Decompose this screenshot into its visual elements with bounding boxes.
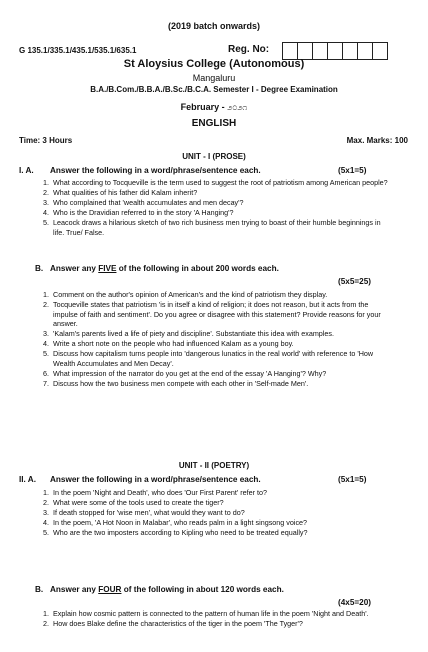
unit1-b-marks: (5x5=25) xyxy=(338,277,372,286)
batch-line: (2019 batch onwards) xyxy=(167,21,261,31)
unit2-a-question-list xyxy=(35,488,390,538)
question-item: 5. Discuss how capitalism turns people into 'dangerous lunatics in the real world' with reference to 'How Wealth Accumulates and Men Decay'. xyxy=(43,349,374,368)
unit2-b-question-list xyxy=(35,609,390,629)
unit1-a-number: I. A. xyxy=(19,166,34,175)
city-name: Mangaluru xyxy=(192,73,236,83)
unit1-b-instruction: B. Answer any FIVE of the following in about 200 words each. xyxy=(35,264,279,273)
question-item: 1. Comment on the author's opinion of American's and the kind of patriotism they display. xyxy=(43,290,328,299)
unit1-a-marks: (5x1=5) xyxy=(338,166,367,175)
unit2-a-instruction: Answer the following in a word/phrase/sentence each. xyxy=(50,475,261,484)
question-item: 4. Who is the Dravidian referred to in the story 'A Hanging'? xyxy=(43,207,234,217)
unit1-b-question-list xyxy=(35,290,390,389)
max-marks-label: Max. Marks: 100 xyxy=(346,136,408,145)
question-item: 1. What according to Tocqueville is the term used to suggest the root of patriotism among American people? xyxy=(43,178,388,187)
course-line: B.A./B.Com./B.B.A./B.Sc./B.C.A. Semester I - Degree Examination xyxy=(90,85,338,94)
reg-no-label: Reg. No: xyxy=(228,44,270,55)
question-item: 3. 'Kalam's parents lived a life of piety and discipline'. Substantiate this idea with examples. xyxy=(43,329,334,339)
unit2-a-number: II. A. xyxy=(19,475,36,484)
question-item: 4. Write a short note on the people who had influenced Kalam as a young boy. xyxy=(43,339,294,349)
paper-code: G 135.1/335.1/435.1/535.1/635.1 xyxy=(19,46,137,55)
exam-date: February - ೨೦೨೧ xyxy=(180,102,248,113)
question-item: 3. If death stopped for 'wise men', what would they want to do? xyxy=(43,507,245,517)
question-item: 2. What qualities of his father did Kalam inherit? xyxy=(43,187,198,197)
unit2-b-marks: (4x5=20) xyxy=(338,598,372,607)
question-item: 7. Discuss how the two business men compete with each other in 'Self-made Men'. xyxy=(43,378,309,388)
unit2-b-instruction: B. Answer any FOUR of the following in about 120 words each. xyxy=(35,585,284,594)
unit1-a-question-list xyxy=(35,178,390,238)
question-item: 5. Who are the two imposters according to Kipling who need to be treated equally? xyxy=(43,527,308,537)
year-handwritten: ೨೦೨೧ xyxy=(227,103,248,113)
question-item: 1. In the poem 'Night and Death', who does 'Our First Parent' refer to? xyxy=(43,488,268,497)
college-name: St Aloysius College (Autonomous) xyxy=(123,58,305,70)
subject-title: ENGLISH xyxy=(191,118,237,129)
unit1-a-instruction: Answer the following in a word/phrase/sentence each. xyxy=(50,166,261,175)
question-item: 2. What were some of the tools used to create the tiger? xyxy=(43,497,224,507)
unit2-a-marks: (5x1=5) xyxy=(338,475,367,484)
question-item: 3. Who complained that 'wealth accumulates and men decay'? xyxy=(43,197,244,207)
question-item: 1. Explain how cosmic pattern is connected to the pattern of human life in the poem 'Night and Death'. xyxy=(43,609,369,618)
question-item: 6. What impression of the narrator do you get at the end of the essay 'A Hanging'? Why? xyxy=(43,368,327,378)
time-label: Time: 3 Hours xyxy=(19,136,73,145)
unit1-title: UNIT - I (PROSE) xyxy=(182,152,246,161)
unit2-title: UNIT - II (POETRY) xyxy=(178,461,250,470)
question-item: 4. In the poem, 'A Hot Noon in Malabar', who reads palm in a light singsong voice? xyxy=(43,517,308,527)
question-item: 2. Tocqueville states that patriotism 'is in itself a kind of religion; it does not reason, but it acts from the impulse of faith and sentiment'. Do you agree or disagree with this statement? Provide reasons for your answer. xyxy=(43,299,381,329)
question-item: 5. Leacock draws a hilarious sketch of two rich business men trying to boast of their humble beginnings in life. True/ False. xyxy=(43,217,381,237)
question-item: 2. How does Blake define the characteristics of the tiger in the poem 'The Tyger'? xyxy=(43,618,303,628)
